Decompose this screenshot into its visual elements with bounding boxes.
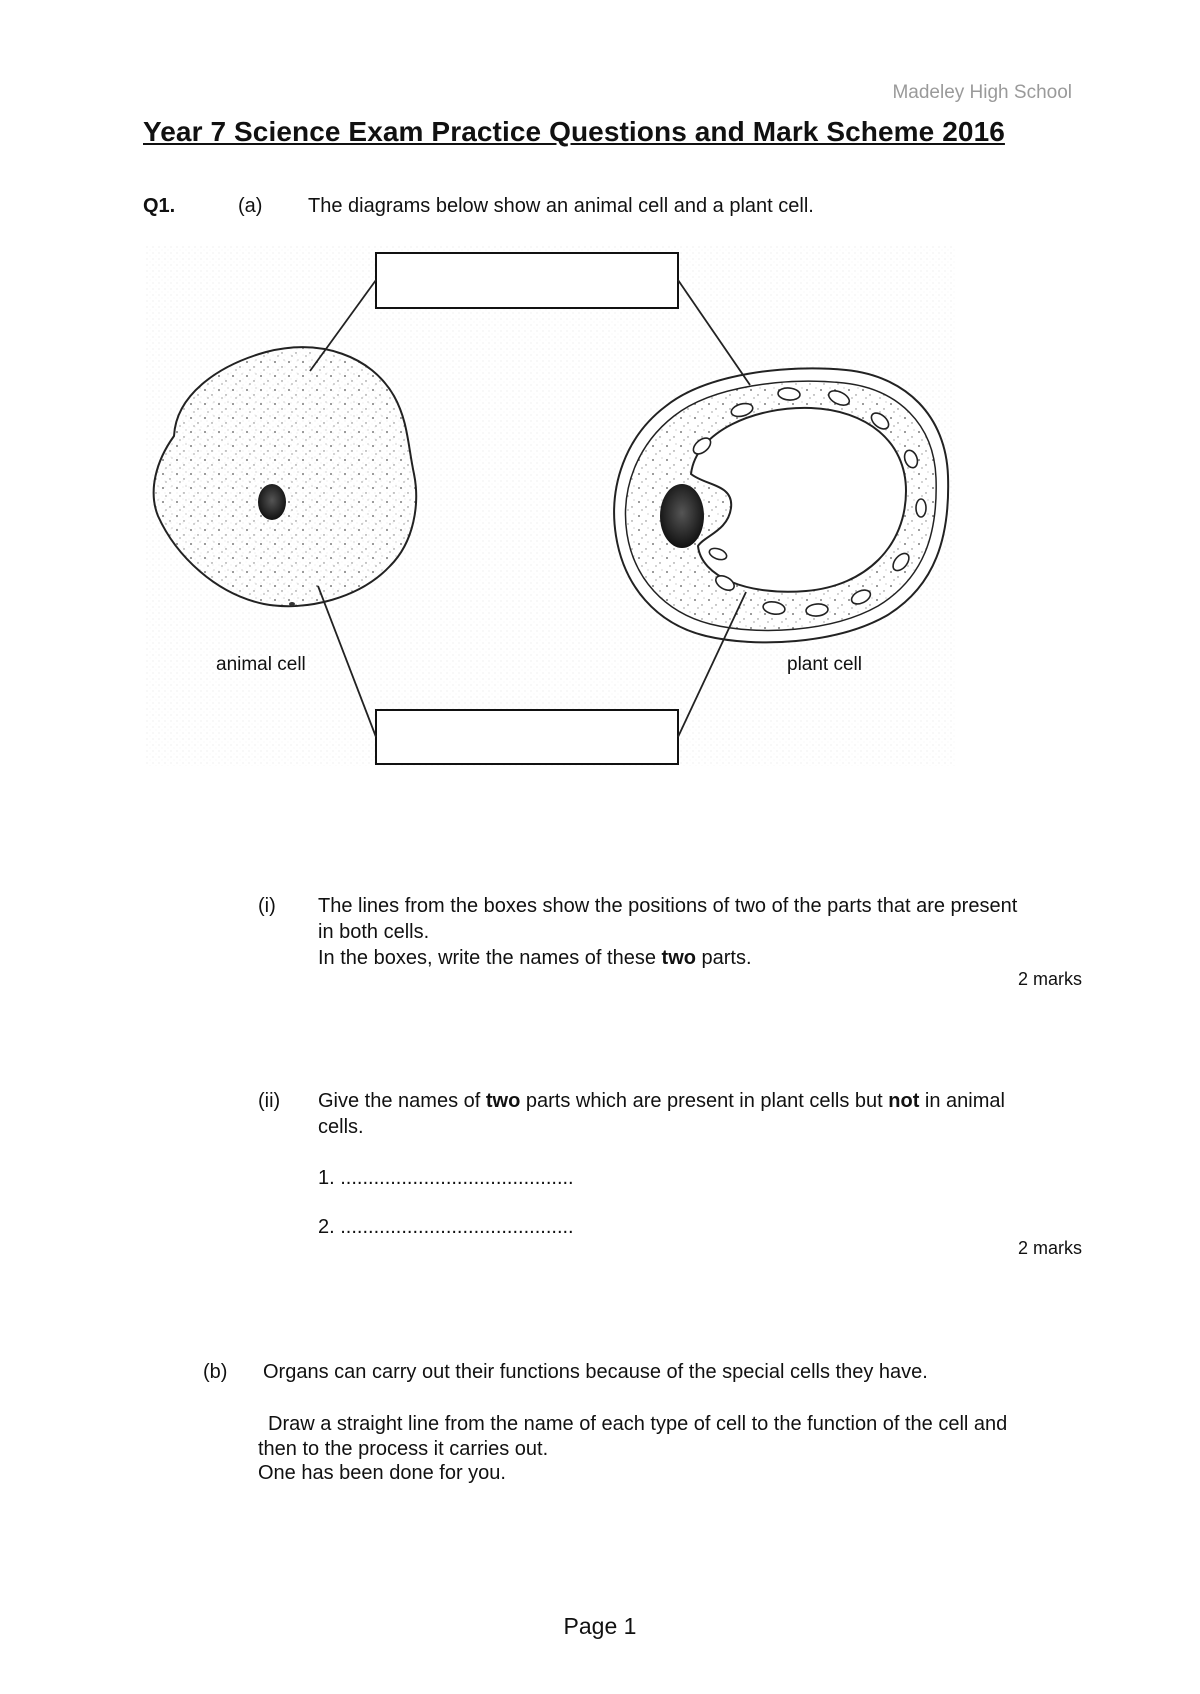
sub-i-line3-post: parts. <box>695 947 752 969</box>
answer-line-2[interactable]: 2. .......................................... <box>318 1216 574 1238</box>
sub-i-line3 <box>318 945 752 971</box>
animal-nucleus <box>258 484 286 520</box>
question-number: Q1. <box>143 195 176 217</box>
sub-i-line3-pre: In the boxes, write the names of these <box>318 947 662 969</box>
page-title: Year 7 Science Exam Practice Questions and Mark Scheme 2016 <box>143 116 1005 147</box>
plant-cell-label: plant cell <box>787 654 862 675</box>
sub-ii-line2: cells. <box>318 1116 364 1138</box>
part-b-line3: then to the process it carries out. <box>258 1438 549 1460</box>
part-b-line1: Organs can carry out their functions because of the special cells they have. <box>263 1361 928 1383</box>
sub-i-line1: The lines from the boxes show the positions of two of the parts that are present <box>318 895 1018 917</box>
cell-diagram-svg <box>146 246 956 766</box>
answer-line-1[interactable]: 1. .......................................... <box>318 1167 574 1189</box>
sub-ii-line1-pre: Give the names of <box>318 1090 486 1112</box>
sub-ii-line1-bold2: not <box>888 1090 920 1112</box>
sub-ii-marks: 2 marks <box>1017 1238 1082 1258</box>
answer-box-bottom[interactable] <box>376 710 678 764</box>
sub-i-line2: in both cells. <box>318 921 430 943</box>
part-a-label: (a) <box>238 195 263 217</box>
animal-cell-label: animal cell <box>216 654 306 675</box>
page-number: Page 1 <box>563 1613 637 1639</box>
answer-box-top[interactable] <box>376 253 678 308</box>
cell-diagram <box>146 246 956 771</box>
plant-nucleus <box>660 484 704 548</box>
part-b-line2: Draw a straight line from the name of each type of cell to the function of the cell and <box>268 1413 1008 1435</box>
chloroplast <box>916 499 926 517</box>
school-name: Madeley High School <box>892 82 1072 103</box>
part-a-intro: The diagrams below show an animal cell and a plant cell. <box>308 195 814 217</box>
sub-ii-label: (ii) <box>258 1090 281 1112</box>
sub-i-label: (i) <box>258 895 276 917</box>
sub-ii-line1 <box>318 1088 1005 1114</box>
sub-ii-line1-post: in animal <box>919 1090 1005 1112</box>
part-b-label: (b) <box>203 1361 228 1383</box>
sub-ii-line1-mid: parts which are present in plant cells but <box>520 1090 889 1112</box>
sub-i-line3-bold: two <box>661 947 696 969</box>
sub-i-marks: 2 marks <box>1017 969 1082 989</box>
animal-cell-speck <box>289 602 295 606</box>
part-b-line4: One has been done for you. <box>258 1462 506 1484</box>
sub-ii-line1-bold1: two <box>485 1090 521 1112</box>
